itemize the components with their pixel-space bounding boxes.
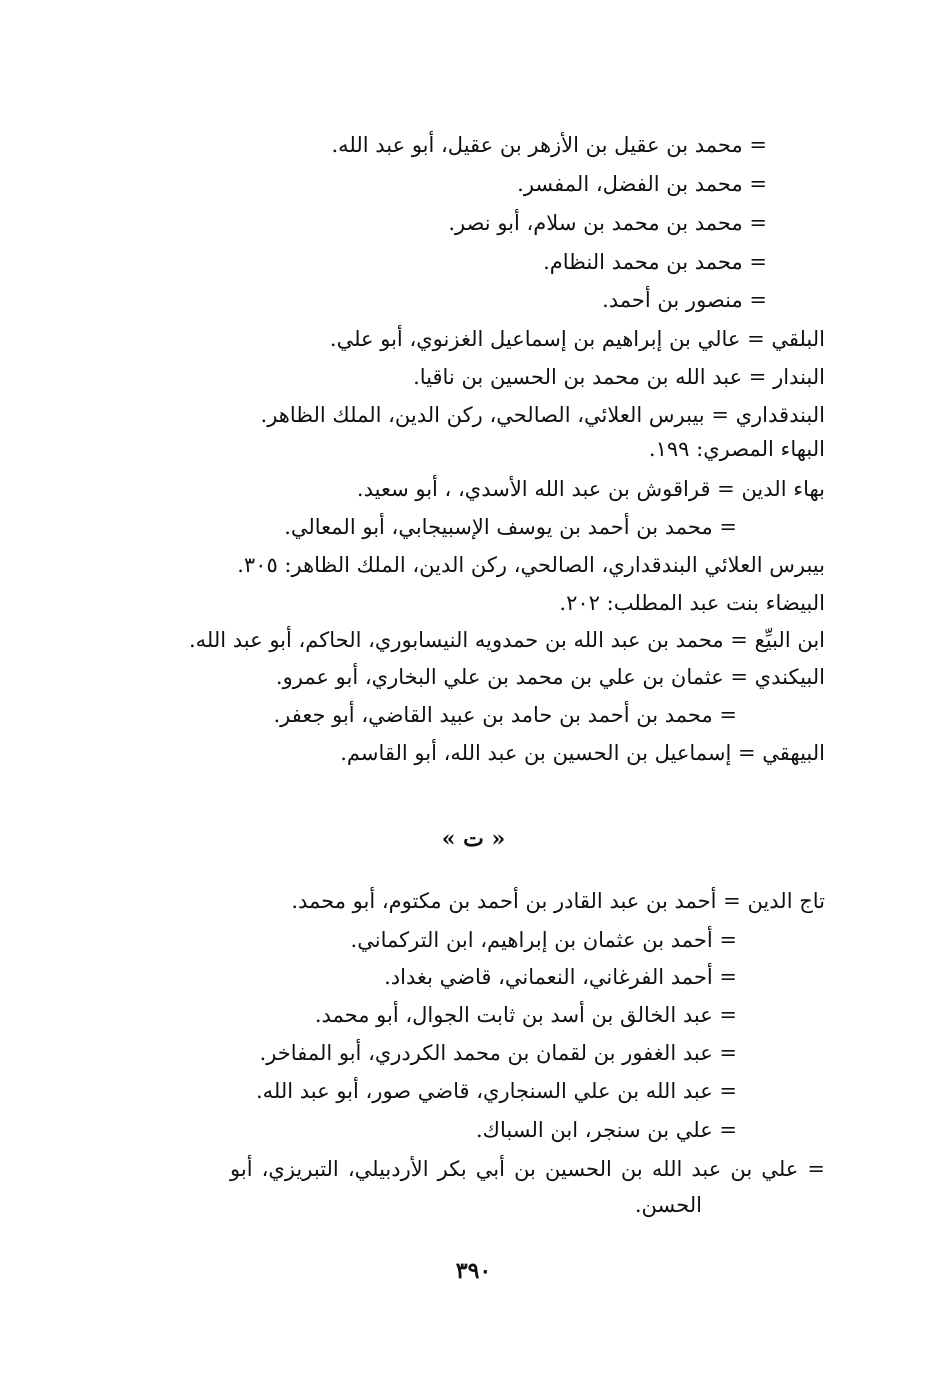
index-entry: البيكندي = عثمان بن علي بن محمد بن علي البخاري، أبو عمرو. — [275, 665, 825, 689]
section-heading: « ت » — [441, 826, 506, 852]
index-entry-continuation: الحسن. — [634, 1193, 702, 1217]
index-entry: = علي بن عبد الله بن الحسين بن أبي بكر الأردبيلي، التبريزي، أبو — [230, 1157, 825, 1181]
index-entry: البلقي = عالي بن إبراهيم بن إسماعيل الغزنوي، أبو علي. — [329, 327, 825, 351]
index-entry: البهاء المصري: ١٩٩. — [648, 437, 825, 461]
index-entry: بيبرس العلائي البندقداري، الصالحي، ركن الدين، الملك الظاهر: ٣٠٥. — [237, 553, 825, 577]
index-entry: = منصور بن أحمد. — [602, 288, 767, 312]
index-entry: = محمد بن محمد النظام. — [543, 250, 767, 274]
index-entry: = محمد بن محمد بن سلام، أبو نصر. — [448, 211, 767, 235]
index-entry: = عبد الغفور بن لقمان بن محمد الكردري، أبو المفاخر. — [259, 1041, 737, 1065]
index-entry: البيضاء بنت عبد المطلب: ٢٠٢. — [559, 591, 825, 615]
index-entry: = علي بن سنجر، ابن السباك. — [476, 1118, 737, 1142]
index-entry: البيهقي = إسماعيل بن الحسين بن عبد الله، أبو القاسم. — [340, 741, 825, 765]
index-entry: = عبد الخالق بن أسد بن ثابت الجوال، أبو محمد. — [314, 1003, 737, 1027]
index-entry: = محمد بن أحمد بن يوسف الإسبيجابي، أبو المعالي. — [284, 515, 737, 539]
index-entry: البندار = عبد الله بن محمد بن الحسين بن ناقيا. — [413, 365, 825, 389]
page-number: ٣٩٠ — [455, 1258, 492, 1284]
index-entry: بهاء الدين = قراقوش بن عبد الله الأسدي، ، أبو سعيد. — [356, 477, 825, 501]
index-entry: = محمد بن عقيل بن الأزهر بن عقيل، أبو عبد الله. — [331, 133, 767, 157]
index-entry: = أحمد الفرغاني، النعماني، قاضي بغداد. — [384, 965, 737, 989]
index-entry: = عبد الله بن علي السنجاري، قاضي صور، أبو عبد الله. — [255, 1079, 737, 1103]
index-entry: ابن البيِّع = محمد بن عبد الله بن حمدويه النيسابوري، الحاكم، أبو عبد الله. — [188, 628, 825, 652]
index-entry: = محمد بن الفضل، المفسر. — [517, 172, 767, 196]
index-entry: البندقداري = بيبرس العلائي، الصالحي، ركن الدين، الملك الظاهر. — [260, 403, 825, 427]
index-entry: = أحمد بن عثمان بن إبراهيم، ابن التركماني. — [350, 928, 737, 952]
index-entry: تاج الدين = أحمد بن عبد القادر بن أحمد بن مكتوم، أبو محمد. — [291, 889, 825, 913]
index-entry: = محمد بن أحمد بن حامد بن عبيد القاضي، أبو جعفر. — [273, 703, 737, 727]
